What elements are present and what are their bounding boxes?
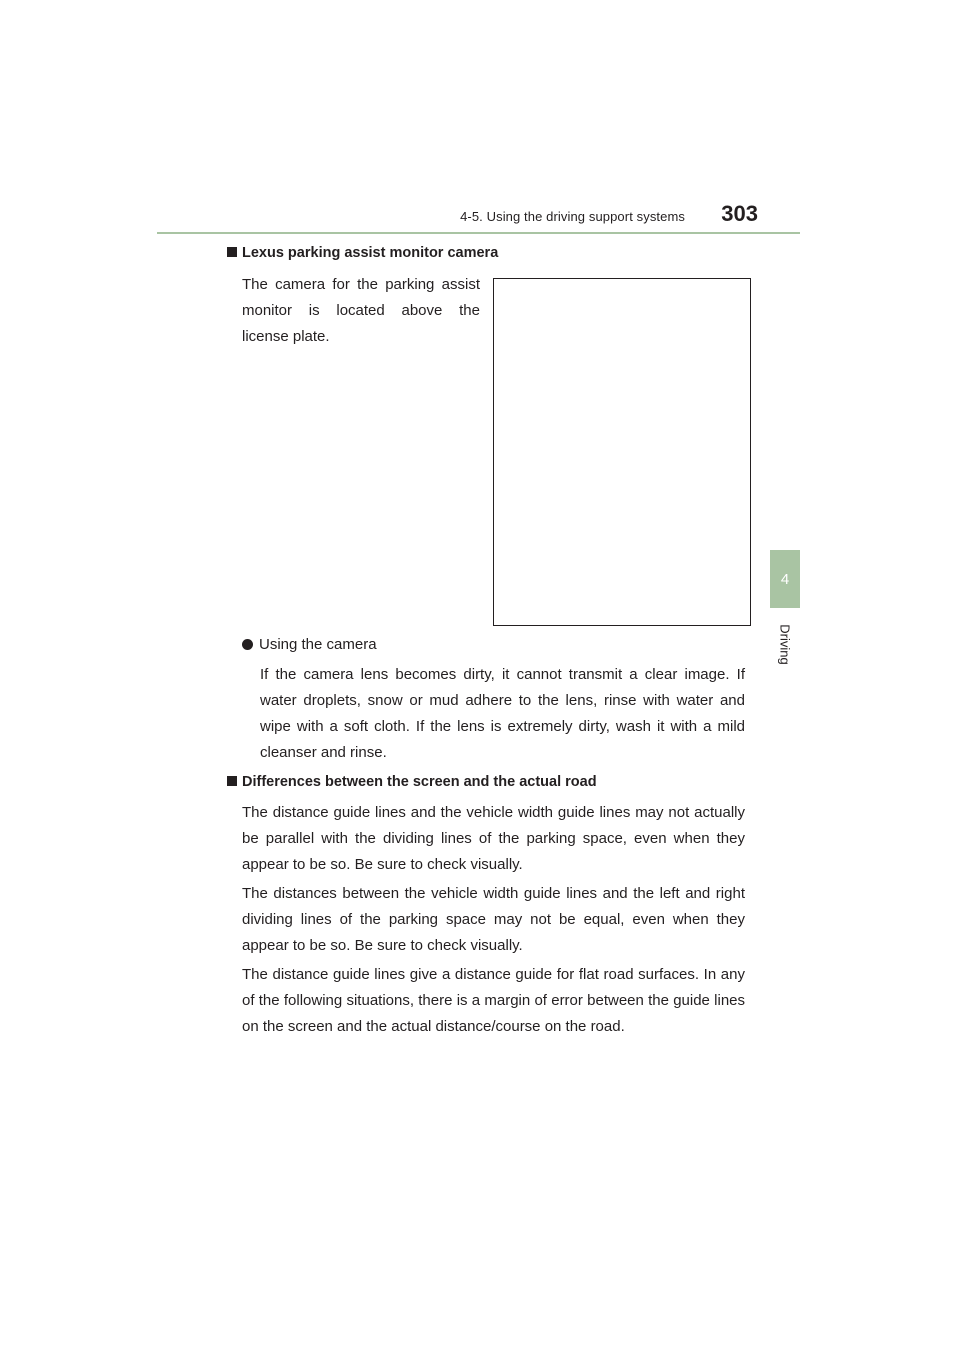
differences-paragraph-1: The distance guide lines and the vehicle width guide lines may not actually be parallel with the dividing lines of the parking space, even when they appear to be so. Be sure to check visually.: [242, 804, 745, 873]
section-title: 4-5. Using the driving support systems: [460, 209, 685, 224]
camera-intro-paragraph: The camera for the parking assist monitor is located above the license plate.: [242, 276, 480, 345]
section-heading-differences: [227, 774, 597, 790]
bullet-item: [242, 636, 377, 653]
bullet-text: If the camera lens becomes dirty, it cannot transmit a clear image. If water droplets, snow or mud adhere to the lens, rinse with water and wipe with a soft cloth. If the lens is extremely dirty, wash it with a mild cleanser and rinse.: [260, 666, 745, 761]
bullet-dot-icon: [242, 639, 253, 650]
section-heading-camera-text: Lexus parking assist monitor camera: [242, 245, 499, 261]
section-heading-camera: [227, 245, 498, 261]
section-heading-differences-text: Differences between the screen and the actual road: [242, 774, 597, 790]
differences-paragraph-3: The distance guide lines give a distance guide for flat road surfaces. In any of the following situations, there is a margin of error between the guide lines on the screen and the actual distance/course on the road.: [242, 966, 745, 1035]
differences-paragraph-2: The distances between the vehicle width guide lines and the left and right dividing lines of the parking space may not be equal, even when they appear to be so. Be sure to check visually.: [242, 885, 745, 954]
square-bullet-icon: [227, 247, 237, 257]
camera-location-figure: [493, 278, 751, 626]
chapter-label-container: [760, 614, 810, 674]
page-number: 303: [721, 201, 758, 226]
bullet-title: Using the camera: [259, 636, 377, 653]
chapter-tab: [770, 550, 800, 608]
page-header: [157, 200, 800, 234]
square-bullet-icon: [227, 776, 237, 786]
chapter-number: 4: [780, 570, 790, 588]
chapter-label: Driving: [777, 623, 793, 665]
